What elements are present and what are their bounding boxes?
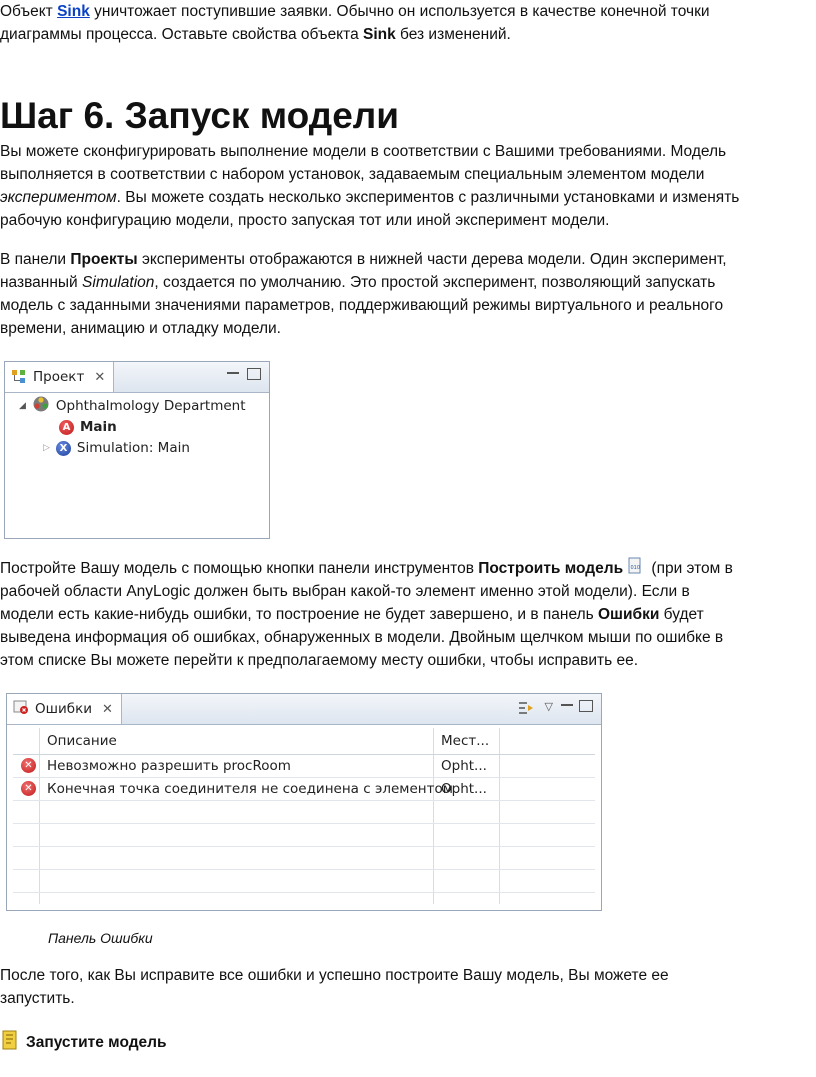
tree-main-label: Main bbox=[80, 419, 117, 435]
experiment-icon: X bbox=[56, 441, 71, 456]
build-icon bbox=[627, 557, 643, 575]
para1-line-3 bbox=[0, 186, 812, 210]
errors-panel bbox=[6, 693, 602, 911]
para3-text: модели есть какие-нибудь ошибки, то построение не будет завершено, и в панель bbox=[0, 606, 598, 623]
tree-sim-label: Simulation: Main bbox=[76, 440, 190, 456]
collapse-arrow-icon[interactable]: ◢ bbox=[19, 401, 26, 411]
table-row-empty bbox=[13, 824, 595, 847]
tab-errors[interactable] bbox=[7, 694, 122, 724]
minimize-icon[interactable] bbox=[227, 370, 239, 374]
agent-icon: A bbox=[59, 420, 74, 435]
error-icon: ✕ bbox=[21, 781, 36, 796]
para1-line-2: выполняется в соответствии с набором установок, задаваемым специальным элементом модели bbox=[0, 166, 705, 183]
table-row-empty bbox=[13, 801, 595, 824]
para1-line-4: рабочую конфигурацию модели, просто запуская тот или иной эксперимент модели. bbox=[0, 212, 610, 229]
experiment-italic: экспериментом bbox=[0, 189, 117, 206]
project-tree-icon bbox=[11, 369, 27, 385]
para4-line-2: запустить. bbox=[0, 990, 75, 1007]
tree-root-label: Ophthalmology Department bbox=[55, 398, 246, 414]
sink-link[interactable]: Sink bbox=[57, 3, 90, 20]
para2-line-1 bbox=[0, 248, 812, 272]
intro-line-1 bbox=[0, 0, 812, 24]
para2-text: эксперименты отображаются в нижней части дерева модели. Один эксперимент, bbox=[137, 251, 727, 268]
step-heading: Шаг 6. Запуск модели bbox=[0, 95, 400, 136]
run-model-icon[interactable] bbox=[2, 1030, 18, 1055]
table-row-empty bbox=[13, 870, 595, 893]
error-icon: ✕ bbox=[21, 758, 36, 773]
table-row-empty bbox=[13, 847, 595, 870]
para2-line-3: модель с заданными значениями параметров, поддерживающий режимы виртуального и реального bbox=[0, 297, 724, 314]
intro-line-2 bbox=[0, 23, 812, 47]
para2-text: , создается по умолчанию. Это простой эксперимент, позволяющий запускать bbox=[154, 274, 716, 291]
para1-text: . Вы можете создать несколько экспериментов с различными установками и изменять bbox=[116, 189, 740, 206]
expand-arrow-icon[interactable]: ▷ bbox=[43, 443, 50, 453]
close-icon[interactable]: ✕ bbox=[94, 369, 106, 385]
tree-item-main[interactable] bbox=[59, 417, 117, 437]
para1-line-1: Вы можете сконфигурировать выполнение модели в соответствии с Вашими требованиями. Модель bbox=[0, 143, 727, 160]
sink-bold: Sink bbox=[363, 26, 396, 43]
intro-text: Объект bbox=[0, 3, 58, 20]
para2-line-4: времени, анимацию и отладку модели. bbox=[0, 320, 281, 337]
model-icon bbox=[32, 395, 50, 417]
project-panel bbox=[4, 361, 270, 539]
column-header-location[interactable]: Мест... bbox=[441, 733, 490, 749]
close-icon[interactable]: ✕ bbox=[102, 701, 113, 717]
para3-line-4: выведена информация об ошибках, обнаруженных в модели. Двойным щелчком мыши по ошибке в bbox=[0, 629, 724, 646]
svg-text:010: 010 bbox=[630, 565, 641, 571]
table-header-row bbox=[13, 728, 595, 755]
tree-item-root[interactable] bbox=[19, 396, 246, 416]
para2-line-2 bbox=[0, 271, 812, 295]
error-description: Конечная точка соединителя не соединена с элементом bbox=[47, 781, 453, 797]
para3-text: Постройте Вашу модель с помощью кнопки панели инструментов bbox=[0, 560, 479, 577]
errors-tab-icon bbox=[13, 699, 29, 719]
maximize-icon[interactable] bbox=[247, 368, 261, 380]
errors-table bbox=[13, 728, 595, 904]
table-row[interactable] bbox=[13, 755, 595, 778]
intro-text: уничтожает поступившие заявки. Обычно он используется в качестве конечной точки bbox=[89, 3, 710, 20]
filter-icon[interactable] bbox=[517, 699, 537, 721]
run-model-row bbox=[2, 1030, 167, 1055]
para4-line-1: После того, как Вы исправите все ошибки и успешно построите Вашу модель, Вы можете ее bbox=[0, 967, 669, 984]
error-location: Opht... bbox=[441, 758, 487, 774]
para3-line-1 bbox=[0, 557, 812, 581]
tree-item-simulation[interactable] bbox=[43, 438, 190, 458]
intro-text: диаграммы процесса. Оставьте свойства объекта bbox=[0, 26, 363, 43]
para3-line-2: рабочей области AnyLogic должен быть выбран какой-то элемент именно этой модели). Если в bbox=[0, 583, 690, 600]
errors-bold: Ошибки bbox=[598, 606, 660, 623]
minimize-icon[interactable] bbox=[561, 702, 573, 706]
para2-text: В панели bbox=[0, 251, 71, 268]
error-location: Opht... bbox=[441, 781, 487, 797]
table-row[interactable] bbox=[13, 778, 595, 801]
tab-errors-label: Ошибки bbox=[35, 701, 93, 717]
para3-line-3 bbox=[0, 603, 812, 627]
errors-panel-header bbox=[7, 694, 601, 725]
simulation-italic: Simulation bbox=[82, 274, 155, 291]
view-menu-icon[interactable]: ▽ bbox=[544, 700, 553, 713]
project-panel-header bbox=[5, 362, 269, 393]
build-model-bold: Построить модель bbox=[478, 560, 624, 577]
para3-text: (при этом в bbox=[647, 560, 733, 577]
column-header-description[interactable]: Описание bbox=[47, 733, 117, 749]
maximize-icon[interactable] bbox=[579, 700, 593, 712]
para3-line-5: этом списке Вы можете перейти к предполагаемому месту ошибки, чтобы исправить ее. bbox=[0, 652, 639, 669]
intro-text: без изменений. bbox=[395, 26, 511, 43]
para3-text: будет bbox=[659, 606, 704, 623]
tab-project-label: Проект bbox=[33, 369, 85, 385]
projects-bold: Проекты bbox=[70, 251, 138, 268]
tab-project[interactable] bbox=[5, 362, 114, 392]
run-model-label: Запустите модель bbox=[26, 1033, 167, 1051]
para2-text: названный bbox=[0, 274, 83, 291]
figure-caption: Панель Ошибки bbox=[48, 930, 153, 946]
error-description: Невозможно разрешить procRoom bbox=[47, 758, 291, 774]
